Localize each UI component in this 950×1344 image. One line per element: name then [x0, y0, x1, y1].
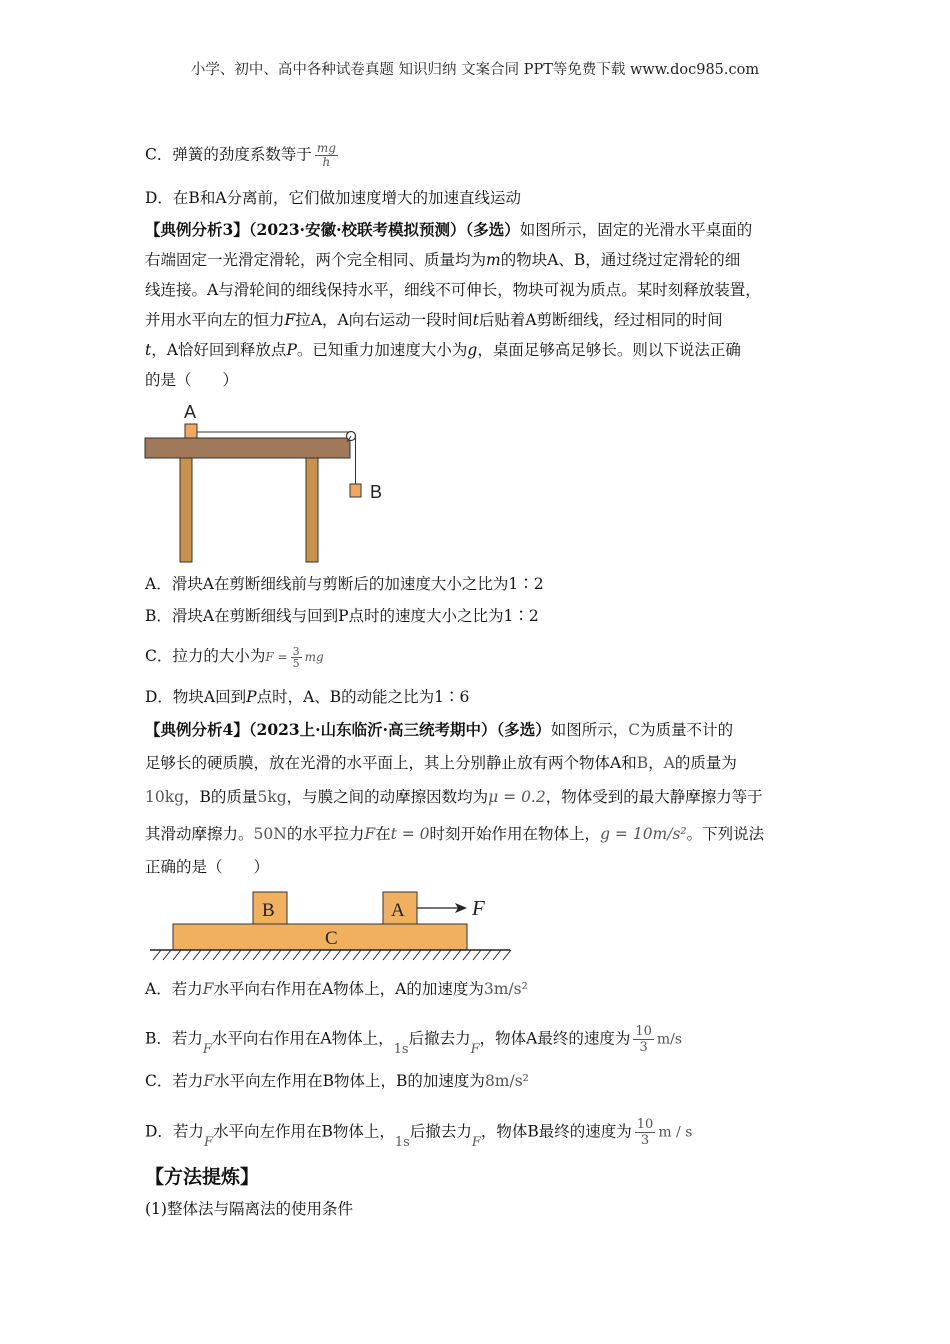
method-item-1: (1)整体法与隔离法的使用条件 — [145, 1200, 353, 1218]
prev-option-d: D．在B和A分离前，它们做加速度增大的加速直线运动 — [145, 189, 522, 207]
label-b: B — [370, 482, 383, 502]
label-a: A — [184, 402, 197, 422]
label-c: C — [325, 928, 338, 949]
prev-option-c: C．弹簧的劲度系数等于 $\frac{mg}{h}$ — [145, 141, 336, 169]
page-header: 小学、初中、高中各种试卷真题 知识归纳 文案合同 PPT等免费下载 www.doc985.com — [190, 62, 760, 78]
method-heading: 【方法提炼】 — [145, 1166, 260, 1188]
table-leg-left — [180, 458, 192, 562]
table-pulley-figure — [140, 398, 400, 566]
ex3-line-5: t，A恰好回到释放点P。已知重力加速度大小为g，桌面足够高足够长。则以下说法正确 — [145, 341, 741, 359]
ex3-option-b: B．滑块A在剪断细线与回到P点时的速度大小之比为1∶2 — [145, 607, 539, 625]
ex4-option-a: A．若力F水平向右作用在A物体上，A的加速度为3m/s² — [145, 980, 528, 998]
membrane-c — [173, 924, 467, 950]
ex4-option-d: D．若力F水平向左作用在B物体上，1s后撤去力F，物体B最终的速度为 $\frac{10}{3}$ m / s — [145, 1117, 693, 1150]
ex4-line-3: 10kg，B的质量5kg，与膜之间的动摩擦因数均为μ = 0.2，物体受到的最大静摩擦力等于 — [145, 788, 763, 806]
ex3-line-2: 右端固定一光滑定滑轮，两个完全相同、质量均为m的物块A、B，通过绕过定滑轮的细 — [145, 251, 741, 269]
ex3-option-c: C．拉力的大小为F = $\frac{3}{5}$ mg — [145, 644, 324, 670]
prev-c-fraction: $\frac{mg}{h}$ — [316, 141, 336, 169]
ex4-option-c: C．若力F水平向左作用在B物体上，B的加速度为8m/s² — [145, 1072, 529, 1090]
ex4-line-5: 正确的是（ ） — [145, 858, 270, 876]
block-a — [185, 424, 197, 438]
ex3-line-6: 的是（ ） — [145, 371, 239, 389]
ex3-line-1: 【典例分析3】（2023·安徽·校联考模拟预测）（多选）如图所示，固定的光滑水平桌面的 — [145, 220, 753, 239]
label-f: F — [472, 896, 485, 920]
ex4-line-4: 其滑动摩擦力。50N的水平拉力F在t = 0时刻开始作用在物体上，g = 10m/s²。下列说法 — [145, 825, 765, 843]
ground-hatching — [153, 950, 511, 960]
ex4-tag: 【典例分析4】（2023上·山东临沂·高三统考期中）（多选） — [145, 720, 551, 739]
label-a: A — [391, 900, 405, 921]
label-b: B — [262, 900, 275, 921]
ex3-option-d: D．物块A回到P点时，A、B的动能之比为1∶6 — [145, 688, 470, 706]
ex4-line-2: 足够长的硬质膜，放在光滑的水平面上，其上分别静止放有两个物体A和B，A的质量为 — [145, 754, 737, 772]
table-top — [145, 438, 350, 458]
ex3-option-a: A．滑块A在剪断细线前与剪断后的加速度大小之比为1∶2 — [145, 575, 544, 593]
ex4-option-b: B．若力F水平向右作用在A物体上，1s后撤去力F，物体A最终的速度为 $\frac{10}{3}$ m/s — [145, 1024, 683, 1057]
ex3-tag: 【典例分析3】（2023·安徽·校联考模拟预测）（多选） — [145, 220, 520, 239]
table-leg-right — [306, 458, 318, 562]
ex3-line-3: 线连接。A与滑轮间的细线保持水平，细线不可伸长，物块可视为质点。某时刻释放装置， — [145, 281, 761, 299]
block-b — [350, 484, 361, 497]
ex3-line-4: 并用水平向左的恒力F拉A，A向右运动一段时间t后贴着A剪断细线，经过相同的时间 — [145, 311, 723, 329]
ex4-line-1: 【典例分析4】（2023上·山东临沂·高三统考期中）（多选）如图所示，C为质量不计的 — [145, 720, 734, 739]
membrane-figure — [145, 888, 520, 968]
